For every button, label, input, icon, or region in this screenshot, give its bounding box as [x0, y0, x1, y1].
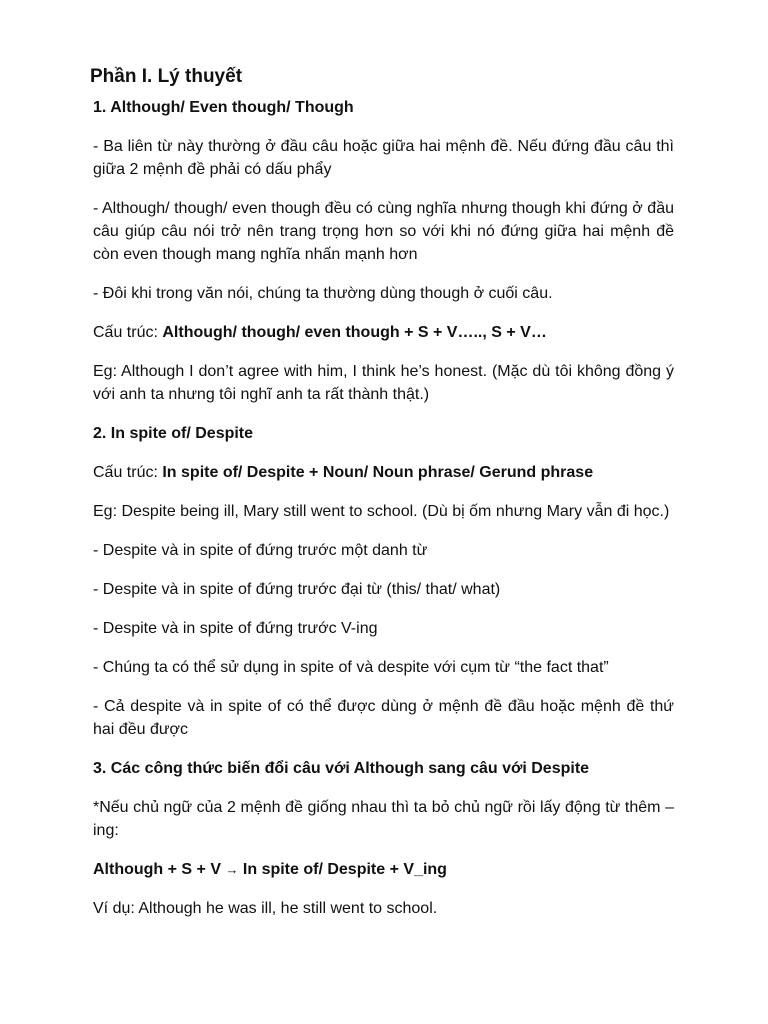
section-2-paragraph-2: - Despite và in spite of đứng trước đại từ (this/ that/ what): [93, 581, 501, 598]
formula-left: Although + S + V: [93, 861, 226, 878]
section-2-paragraph-3: - Despite và in spite of đứng trước V-ing: [93, 620, 378, 637]
structure-formula: In spite of/ Despite + Noun/ Noun phrase/ Gerund phrase: [162, 464, 594, 481]
section-2-structure: [93, 461, 674, 484]
section-1-heading: 1. Although/ Even though/ Though: [93, 99, 354, 116]
structure-formula: Although/ though/ even though + S + V….., S + V…: [162, 324, 547, 341]
section-2-paragraph-5: - Cả despite và in spite of có thể được dùng ở mệnh đề đầu hoặc mệnh đề thứ hai đều được: [93, 698, 674, 738]
structure-label: Cấu trúc:: [93, 324, 163, 341]
section-3-formula: [93, 858, 674, 881]
section-3-note: *Nếu chủ ngữ của 2 mệnh đề giống nhau thì ta bỏ chủ ngữ rồi lấy động từ thêm –ing:: [93, 799, 674, 839]
arrow-icon: →: [225, 862, 239, 877]
section-3-example: Ví dụ: Although he was ill, he still went to school.: [93, 900, 438, 917]
section-1-structure: [93, 321, 674, 344]
section-2-paragraph-4: - Chúng ta có thể sử dụng in spite of và despite với cụm từ “the fact that”: [93, 659, 609, 676]
section-1-paragraph-3: - Đôi khi trong văn nói, chúng ta thường dùng though ở cuối câu.: [93, 285, 553, 302]
section-1-paragraph-1: - Ba liên từ này thường ở đầu câu hoặc giữa hai mệnh đề. Nếu đứng đầu câu thì giữa 2 mệnh đề phải có dấu phẩy: [93, 138, 674, 178]
section-2-paragraph-1: - Despite và in spite of đứng trước một danh từ: [93, 542, 428, 559]
formula-right: In spite of/ Despite + V_ing: [238, 861, 447, 878]
structure-label: Cấu trúc:: [93, 464, 163, 481]
section-2-example: Eg: Despite being ill, Mary still went to school. (Dù bị ốm nhưng Mary vẫn đi học.): [93, 503, 670, 520]
page-title: Phần I. Lý thuyết: [90, 66, 243, 87]
section-1-example: Eg: Although I don’t agree with him, I think he’s honest. (Mặc dù tôi không đồng ý với anh ta nhưng tôi nghĩ anh ta rất thành thật.): [93, 363, 674, 403]
section-2-heading: 2. In spite of/ Despite: [93, 425, 254, 442]
section-3-heading: 3. Các công thức biến đổi câu với Although sang câu với Despite: [93, 760, 590, 777]
document-page: [90, 62, 674, 920]
section-1-paragraph-2: - Although/ though/ even though đều có cùng nghĩa nhưng though khi đứng ở đầu câu giúp câu nói trở nên trang trọng hơn so với khi nó đứng giữa hai mệnh đề còn even though mang nghĩa nhấn mạnh hơn: [93, 200, 674, 263]
